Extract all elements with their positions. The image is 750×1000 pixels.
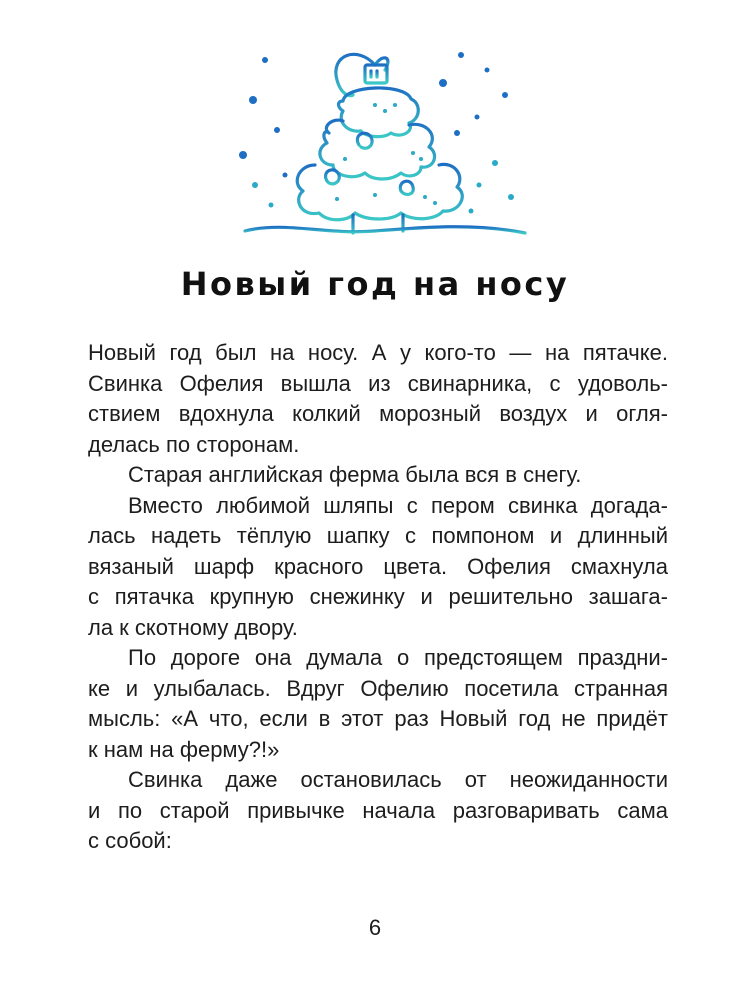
- body-text: [88, 338, 668, 857]
- text-line: ке и улыбалась. Вдруг Офелию посетила странная: [88, 675, 668, 701]
- text-line: ствием вдохнула колкий морозный воздух и огля-: [88, 401, 668, 426]
- text-line: ла к скотному двору.: [88, 614, 298, 640]
- text-line: Свинка даже остановилась от неожиданности: [128, 767, 668, 792]
- text-line: делась по сторонам.: [88, 431, 300, 457]
- text-line: вязаный шарф красного цвета. Офелия смахнула: [88, 553, 668, 579]
- text-line: Вместо любимой шляпы с пером свинка догада-: [128, 492, 668, 518]
- christmas-tree-ornament-icon: [225, 35, 535, 240]
- page-number: 6: [368, 915, 382, 940]
- text-line: Новый год был на носу. А у кого-то — на пятачке.: [88, 340, 668, 365]
- text-line: По дороге она думала о предстоящем праздни-: [128, 645, 668, 670]
- chapter-title: Новый год на носу: [180, 265, 570, 303]
- text-line: к нам на ферму?!»: [88, 736, 280, 762]
- text-line: Свинка Офелия вышла из свинарника, с удоволь-: [88, 370, 668, 396]
- text-line: мысль: «А что, если в этот раз Новый год не придёт: [88, 706, 668, 731]
- text-line: с собой:: [88, 828, 172, 853]
- text-line: лась надеть тёплую шапку с помпоном и длинный: [88, 523, 668, 548]
- text-line: с пятачка крупную снежинку и решительно зашага-: [88, 584, 668, 609]
- text-line: и по старой привычке начала разговаривать сама: [88, 797, 668, 823]
- text-line: Старая английская ферма была вся в снегу.: [128, 462, 582, 487]
